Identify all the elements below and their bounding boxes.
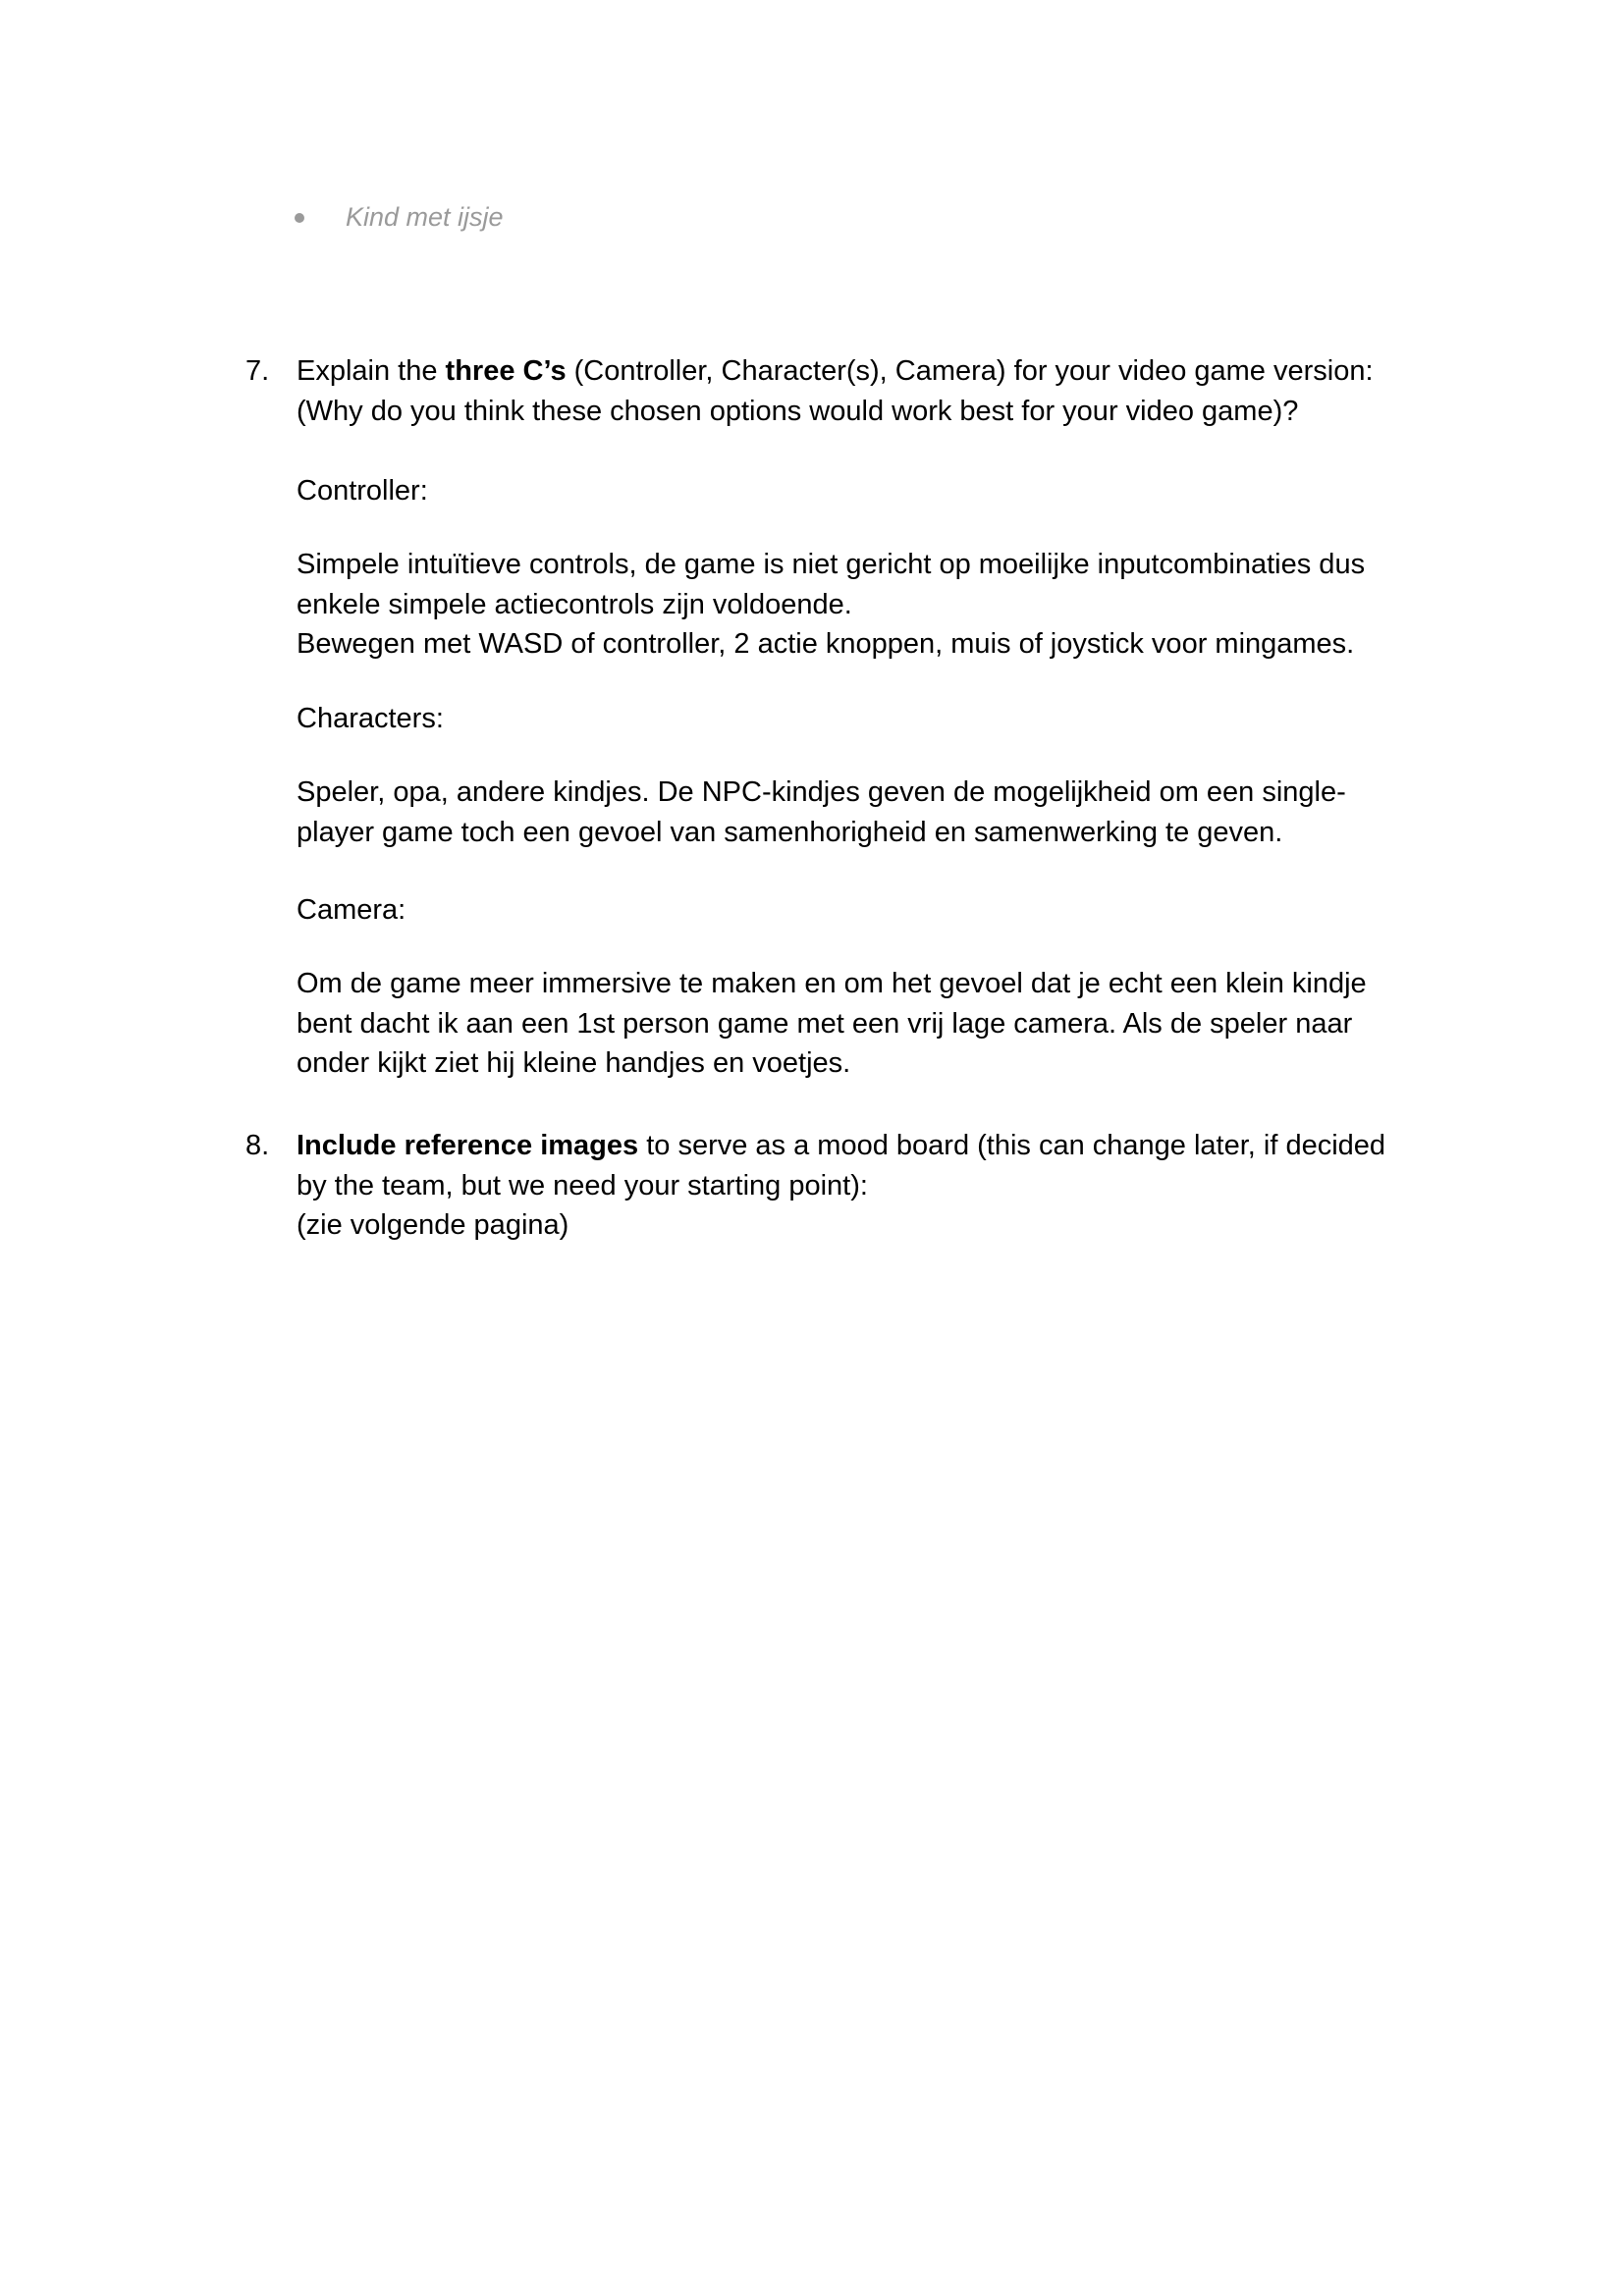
controller-paragraph xyxy=(297,545,1426,665)
question-7-number: 7. xyxy=(245,355,270,387)
intro-text: Explain the xyxy=(297,355,446,387)
camera-line: onder kijkt ziet hij kleine handjes en voetjes. xyxy=(297,1047,851,1079)
controller-heading: Controller: xyxy=(297,475,428,507)
intro-bold-text: Include reference images xyxy=(297,1130,639,1161)
characters-line: player game toch een gevoel van samenhorigheid en samenwerking te geven. xyxy=(297,816,1283,848)
controller-line: Bewegen met WASD of controller, 2 actie knoppen, muis of joystick voor mingames. xyxy=(297,628,1355,660)
characters-line: Speler, opa, andere kindjes. De NPC-kindjes geven de mogelijkheid om een single- xyxy=(297,776,1346,808)
camera-paragraph xyxy=(297,964,1426,1084)
controller-line: Simpele intuïtieve controls, de game is niet gericht op moeilijke inputcombinaties dus xyxy=(297,549,1366,580)
intro-text-rest: to serve as a mood board (this can change later, if decided xyxy=(638,1130,1386,1161)
question-7-intro-line-2: (Why do you think these chosen options would work best for your video game)? xyxy=(297,395,1299,427)
intro-bold-text: three C’s xyxy=(445,355,567,387)
bullet-dot-icon xyxy=(295,213,304,223)
question-7-intro-line-1 xyxy=(297,351,1426,392)
question-8-intro-line-3: (zie volgende pagina) xyxy=(297,1209,569,1241)
controller-line: enkele simpele actiecontrols zijn voldoende. xyxy=(297,588,852,620)
question-7-intro xyxy=(297,351,1426,431)
characters-paragraph xyxy=(297,773,1426,852)
camera-line: Om de game meer immersive te maken en om het gevoel dat je echt een klein kindje xyxy=(297,968,1367,999)
characters-heading: Characters: xyxy=(297,703,444,734)
bullet-text: Kind met ijsje xyxy=(346,202,504,232)
question-8-intro-line-2: by the team, but we need your starting point): xyxy=(297,1169,868,1201)
question-8-intro xyxy=(297,1126,1426,1246)
camera-line: bent dacht ik aan een 1st person game met een vrij lage camera. Als de speler naar xyxy=(297,1007,1353,1040)
camera-heading: Camera: xyxy=(297,894,406,926)
question-8-intro-line-1 xyxy=(297,1126,1426,1166)
intro-text-rest: (Controller, Character(s), Camera) for your video game version: xyxy=(566,355,1374,387)
question-8-number: 8. xyxy=(245,1130,270,1161)
